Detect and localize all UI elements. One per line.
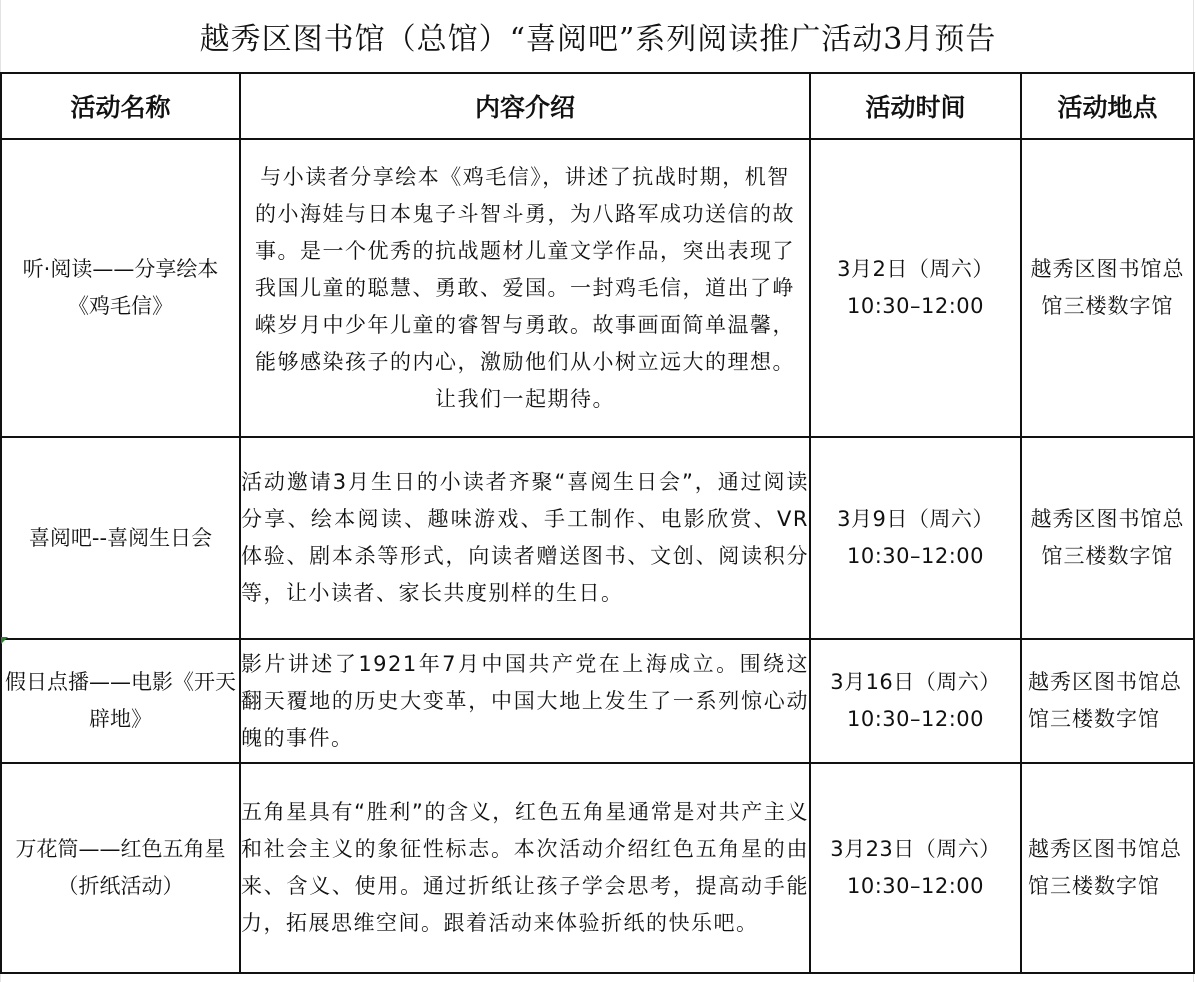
activity-name-cell[interactable]: 喜阅吧--喜阅生日会 xyxy=(1,437,240,639)
table-row xyxy=(1,763,1194,973)
activity-time-cell[interactable] xyxy=(810,437,1021,639)
activity-date: 3月23日（周六） xyxy=(830,837,1001,861)
table-row xyxy=(1,139,1194,437)
activity-content-cell[interactable]: 与小读者分享绘本《鸡毛信》，讲述了抗战时期，机智的小海娃与日本鬼子斗智斗勇，为八路军成功送信的故事。是一个优秀的抗战题材儿童文学作品，突出表现了我国儿童的聪慧、勇敢、爱国。一封鸡毛信，道出了峥嵘岁月中少年儿童的睿智与勇敢。故事画面简单温馨，能够感染孩子的内心，激励他们从小树立远大的理想。让我们一起期待。 xyxy=(240,139,810,437)
page-title: 越秀区图书馆（总馆）“喜阅吧”系列阅读推广活动3月预告 xyxy=(199,22,997,57)
table-row xyxy=(1,639,1194,763)
header-time[interactable]: 活动时间 xyxy=(810,73,1021,139)
activity-hours: 10:30–12:00 xyxy=(846,544,985,568)
activity-place-cell[interactable]: 越秀区图书馆总馆三楼数字馆 xyxy=(1021,437,1194,639)
activity-time-cell[interactable] xyxy=(810,763,1021,973)
header-activity-name[interactable]: 活动名称 xyxy=(1,73,240,139)
activity-content-cell[interactable]: 活动邀请3月生日的小读者齐聚“喜阅生日会”，通过阅读分享、绘本阅读、趣味游戏、手工制作、电影欣赏、VR体验、剧本杀等形式，向读者赠送图书、文创、阅读积分等，让小读者、家长共度别样的生日。 xyxy=(240,437,810,639)
activity-date: 3月2日（周六） xyxy=(837,257,994,281)
activity-time-cell[interactable] xyxy=(810,639,1021,763)
table-header-row xyxy=(1,73,1194,139)
activity-place-cell[interactable]: 越秀区图书馆总馆三楼数字馆 xyxy=(1021,639,1194,763)
table-row xyxy=(1,437,1194,639)
activity-name-cell[interactable]: 万花筒——红色五角星（折纸活动） xyxy=(1,763,240,973)
activity-content-cell[interactable]: 五角星具有“胜利”的含义，红色五角星通常是对共产主义和社会主义的象征性标志。本次活动介绍红色五角星的由来、含义、使用。通过折纸让孩子学会思考，提高动手能力，拓展思维空间。跟着活动来体验折纸的快乐吧。 xyxy=(240,763,810,973)
activity-schedule-table xyxy=(0,72,1195,974)
activity-time-cell[interactable] xyxy=(810,139,1021,437)
activity-name-cell[interactable]: 听·阅读——分享绘本《鸡毛信》 xyxy=(1,139,240,437)
header-content[interactable]: 内容介绍 xyxy=(240,73,810,139)
activity-content-cell[interactable]: 影片讲述了1921年7月中国共产党在上海成立。围绕这翻天覆地的历史大变革，中国大地上发生了一系列惊心动魄的事件。 xyxy=(240,639,810,763)
activity-hours: 10:30–12:00 xyxy=(846,294,985,318)
activity-hours: 10:30–12:00 xyxy=(846,707,985,731)
activity-hours: 10:30–12:00 xyxy=(846,874,985,898)
activity-place-cell[interactable]: 越秀区图书馆总馆三楼数字馆 xyxy=(1021,139,1194,437)
cell-comment-marker xyxy=(1,637,8,644)
activity-name-cell[interactable]: 假日点播——电影《开天辟地》 xyxy=(1,639,240,763)
activity-date: 3月9日（周六） xyxy=(837,507,994,531)
activity-date: 3月16日（周六） xyxy=(830,670,1001,694)
header-place[interactable]: 活动地点 xyxy=(1021,73,1194,139)
activity-place-cell[interactable]: 越秀区图书馆总馆三楼数字馆 xyxy=(1021,763,1194,973)
